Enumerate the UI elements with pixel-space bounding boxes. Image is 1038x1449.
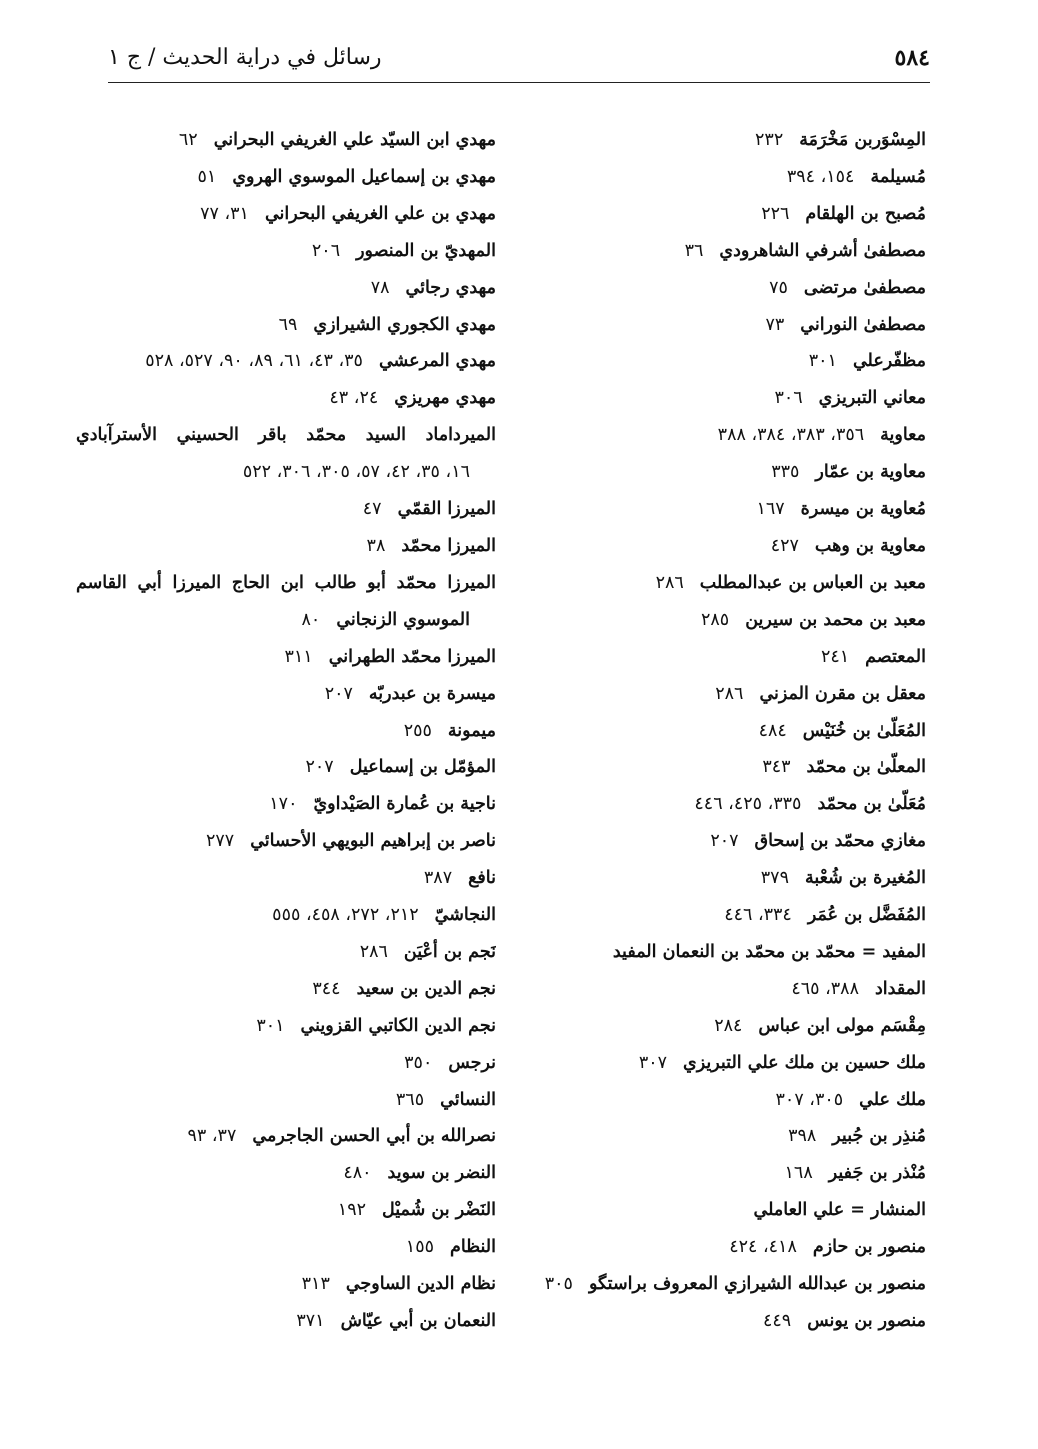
entry-pages: ٢٤، ٤٣ — [329, 388, 379, 409]
index-entry — [506, 565, 926, 602]
entry-name: الميرزا محمّد الطهراني — [328, 646, 496, 667]
index-entry — [506, 528, 926, 565]
entry-name: نافع — [468, 868, 496, 889]
index-entry — [506, 417, 926, 454]
entry-pages: ٢١٢، ٢٧٢، ٤٥٨، ٥٥٥ — [272, 905, 419, 926]
entry-name: مصطفىٰ النوراني — [800, 314, 926, 335]
index-entry — [76, 270, 496, 307]
entry-pages: ٤٨٤ — [758, 720, 787, 741]
index-entry — [506, 860, 926, 897]
entry-name: النظام — [450, 1237, 496, 1258]
entry-name: ناجية بن عُمارة الصَيْداويّ — [313, 794, 496, 815]
entry-pages: ١٦، ٣٥، ٤٢، ٥٧، ٣٠٥، ٣٠٦، ٥٢٢ — [242, 462, 470, 483]
entry-name: مُسيلمة — [870, 166, 926, 187]
page-number: ٥٨٤ — [894, 45, 930, 71]
entry-pages: ١٥٤، ٣٩٤ — [786, 166, 855, 187]
entry-name-continuation: الموسوي الزنجاني — [336, 609, 470, 630]
index-column-left — [76, 122, 496, 1340]
entry-name: المقداد — [874, 978, 926, 999]
index-entry — [506, 897, 926, 934]
index-entry — [506, 1045, 926, 1082]
entry-name: مهدي الكجوري الشيرازي — [313, 314, 496, 335]
index-entry — [506, 1229, 926, 1266]
index-entry — [76, 307, 496, 344]
index-entry — [76, 1192, 496, 1229]
index-entry — [76, 159, 496, 196]
entry-pages: ٢٤١ — [820, 646, 850, 667]
entry-name: منصور بن حازم — [812, 1237, 926, 1258]
index-entry — [76, 676, 496, 713]
index-entry — [506, 270, 926, 307]
entry-name: مُعاوية بن ميسرة — [800, 499, 926, 520]
entry-pages: ٢٨٦ — [715, 683, 744, 704]
entry-name: ناصر بن إبراهيم البويهي الأحسائي — [250, 831, 496, 852]
page-header — [108, 40, 930, 76]
entry-pages: ٧٨ — [370, 277, 390, 298]
index-entry — [76, 1045, 496, 1082]
index-entry — [76, 823, 496, 860]
entry-pages: ٣١١ — [284, 646, 313, 667]
entry-name: نجم الدين الكاتبي القزويني — [300, 1015, 496, 1036]
entry-pages: ٤٨٠ — [343, 1163, 372, 1184]
index-entry — [76, 1266, 496, 1303]
index-entry — [506, 1155, 926, 1192]
entry-pages: ٢٠٧ — [710, 831, 739, 852]
entry-pages: ٣٣٥، ٤٢٥، ٤٤٦ — [694, 794, 802, 815]
entry-name: الميرزا محمّد — [401, 535, 496, 556]
entry-pages: ٣٧، ٩٣ — [187, 1126, 237, 1147]
entry-name: ميسرة بن عبدربّه — [368, 683, 496, 704]
entry-name: ملك حسين بن ملك علي التبريزي — [683, 1052, 926, 1073]
entry-name: النضر بن سويد — [387, 1163, 496, 1184]
entry-name: النَضْر بن شُميْل — [382, 1200, 496, 1221]
entry-name: الميرزا محمّد أبو طالب ابن الحاج الميرزا أبي القاسم — [76, 572, 496, 593]
entry-pages: ٣٣٤، ٤٤٦ — [724, 905, 792, 926]
entry-pages: ٣٨٧ — [423, 868, 453, 889]
index-entry — [76, 122, 496, 159]
entry-name: مصطفىٰ مرتضى — [803, 277, 926, 298]
index-entry — [506, 1008, 926, 1045]
entry-pages: ٣٧٩ — [760, 868, 789, 889]
index-entry — [506, 749, 926, 786]
entry-pages: ٣٠٧ — [638, 1052, 668, 1073]
index-column-right — [506, 122, 926, 1340]
entry-pages: ٢٨٦ — [359, 941, 388, 962]
index-entry — [506, 1192, 926, 1229]
index-entry — [76, 749, 496, 786]
entry-pages: ١٦٧ — [756, 499, 785, 520]
entry-name: معبد بن محمد بن سيرين — [745, 609, 926, 630]
index-entry — [506, 307, 926, 344]
entry-name: معقل بن مقرن المزني — [759, 683, 926, 704]
entry-name: مغازي محمّد بن إسحاق — [754, 831, 926, 852]
entry-pages: ٣٠١ — [256, 1015, 285, 1036]
entry-name: الميرداماد السيد محمّد باقر الحسيني الأسترآبادي — [76, 425, 496, 446]
entry-name: معاوية بن وهب — [814, 535, 926, 556]
index-entry — [76, 233, 496, 270]
index-entry — [506, 639, 926, 676]
entry-pages: ٣٨ — [366, 535, 386, 556]
entry-pages: ١٧٠ — [269, 794, 298, 815]
entry-pages: ٣٥، ٤٣، ٦١، ٨٩، ٩٠، ٥٢٧، ٥٢٨ — [145, 351, 363, 372]
index-entry — [506, 823, 926, 860]
index-entry — [76, 934, 496, 971]
index-entry — [506, 934, 926, 971]
entry-name: المفيد = محمّد بن محمّد بن النعمان المفيد — [612, 941, 926, 962]
entry-name: مهدي بن علي الغريفي البحراني — [264, 203, 496, 224]
index-entry — [76, 1229, 496, 1266]
index-entry — [76, 380, 496, 417]
index-entry — [506, 602, 926, 639]
entry-name: المعلّىٰ بن محمّد — [806, 757, 926, 778]
entry-name: معاني التبريزي — [818, 388, 926, 409]
index-entry — [506, 159, 926, 196]
entry-pages: ٧٣ — [765, 314, 785, 335]
index-entry — [506, 491, 926, 528]
index-entry — [506, 454, 926, 491]
entry-name: نجم الدين بن سعيد — [356, 978, 496, 999]
index-entry — [506, 971, 926, 1008]
entry-name: المِسْوَربن مَخْرَمَة — [799, 130, 926, 150]
index-entry — [76, 971, 496, 1008]
entry-pages: ٣٠١ — [808, 351, 837, 372]
entry-pages: ٥١ — [197, 166, 217, 187]
entry-name: نصرالله بن أبي الحسن الجاجرمي — [252, 1126, 496, 1147]
index-entry — [506, 1266, 926, 1303]
index-entry — [76, 343, 496, 380]
entry-pages: ٣٠٦ — [774, 388, 803, 409]
index-entry — [76, 528, 496, 565]
entry-pages: ٣٣٥ — [771, 462, 800, 483]
entry-name: المؤمّل بن إسماعيل — [349, 757, 496, 778]
index-entry — [76, 1155, 496, 1192]
entry-name: مصطفىٰ أشرفي الشاهرودي — [719, 240, 926, 261]
entry-name: المُفَضَّل بن عُمَر — [807, 905, 926, 926]
entry-pages: ٣٤٤ — [312, 978, 341, 999]
entry-pages: ٢٥٥ — [403, 720, 432, 741]
entry-name: المنشار = علي العاملي — [753, 1200, 926, 1221]
entry-name: المهديّ بن المنصور — [356, 240, 496, 261]
index-entry — [76, 639, 496, 676]
index-entry — [506, 196, 926, 233]
header-divider — [108, 82, 930, 83]
entry-pages: ٢٠٧ — [324, 683, 353, 704]
entry-name: مِقْسَم مولى ابن عباس — [758, 1015, 926, 1036]
running-title: رسائل في دراية الحديث / ج ١ — [108, 45, 382, 70]
entry-name: المعتصم — [865, 646, 926, 667]
entry-name: مهدي المرعشي — [378, 351, 496, 372]
entry-pages: ١٥٥ — [405, 1237, 434, 1258]
entry-pages: ٤٧ — [362, 499, 382, 520]
entry-name: مُنْذر بن جَفير — [828, 1163, 926, 1184]
entry-pages: ٧٥ — [769, 277, 788, 298]
entry-pages: ٢٣٢ — [755, 130, 784, 150]
entry-name: منصور بن عبدالله الشيرازي المعروف براستگو — [588, 1274, 926, 1295]
index-entry — [506, 1303, 926, 1340]
entry-pages: ٢٨٥ — [700, 609, 730, 630]
entry-name: مظفّرعلي — [852, 351, 926, 372]
index-entry — [76, 897, 496, 934]
entry-name: ملك علي — [859, 1089, 926, 1110]
entry-pages: ٤١٨، ٤٢٤ — [729, 1237, 797, 1258]
index-entry — [506, 786, 926, 823]
entry-pages: ٢٠٧ — [305, 757, 334, 778]
index-entry — [76, 196, 496, 233]
entry-pages: ٣١٣ — [301, 1274, 330, 1295]
entry-name: المُغيرة بن شُعْبة — [804, 868, 926, 889]
index-entry — [76, 1082, 496, 1119]
entry-pages: ٢٠٦ — [311, 240, 341, 261]
entry-name: النعمان بن أبي عيّاش — [340, 1311, 496, 1331]
entry-pages: ٣٠٥، ٣٠٧ — [775, 1089, 844, 1110]
index-entry — [506, 343, 926, 380]
index-entry — [76, 713, 496, 750]
entry-name: معاوية بن عمّار — [815, 462, 926, 483]
index-entry — [76, 491, 496, 528]
index-entry — [76, 1118, 496, 1155]
index-entry — [506, 1082, 926, 1119]
index-entry — [76, 860, 496, 897]
index-entry — [506, 122, 926, 159]
entry-pages: ١٦٨ — [784, 1163, 813, 1184]
entry-pages: ٢٢٦ — [761, 203, 790, 224]
entry-pages: ٢٧٧ — [206, 831, 235, 852]
entry-name: نَجم بن أعْيَن — [403, 941, 496, 962]
entry-pages: ٢٨٦ — [655, 572, 684, 593]
entry-pages: ٣٦٥ — [395, 1089, 425, 1110]
entry-pages: ٣٤٣ — [762, 757, 791, 778]
entry-pages: ٢٨٤ — [714, 1015, 743, 1036]
index-entry — [506, 676, 926, 713]
entry-pages: ٣٧١ — [296, 1311, 325, 1331]
entry-pages: ٦٢ — [178, 130, 198, 150]
entry-name: النجاشيّ — [434, 905, 496, 926]
entry-pages: ٣٥٠ — [404, 1052, 433, 1073]
entry-name: مهدي مهريزي — [394, 388, 496, 409]
entry-name: معبد بن العباس بن عبدالمطلب — [699, 572, 926, 593]
index-entry — [76, 786, 496, 823]
entry-pages: ١٩٢ — [337, 1200, 366, 1221]
index-entry — [76, 565, 496, 639]
entry-name: مُصبح بن الهلقام — [805, 203, 926, 224]
entry-name: مُنذِر بن جُبير — [832, 1126, 926, 1147]
entry-pages: ٦٩ — [278, 314, 298, 335]
entry-name: نرجس — [448, 1052, 496, 1073]
entry-name: مهدي بن إسماعيل الموسوي الهروي — [232, 166, 496, 187]
entry-pages: ٤٢٧ — [770, 535, 799, 556]
entry-name: نظام الدين الساوجي — [345, 1274, 496, 1295]
entry-pages: ٣٨٨، ٤٦٥ — [791, 978, 859, 999]
entry-pages: ٣٩٨ — [788, 1126, 817, 1147]
index-entry — [506, 1118, 926, 1155]
index-entry — [506, 713, 926, 750]
entry-pages: ٣٥٦، ٣٨٣، ٣٨٤، ٣٨٨ — [717, 425, 865, 446]
index-entry — [506, 233, 926, 270]
entry-pages: ٤٤٩ — [763, 1311, 792, 1331]
entry-name: الميرزا القمّي — [397, 499, 496, 520]
entry-pages: ٣٦ — [684, 240, 704, 261]
entry-pages: ٣١، ٧٧ — [200, 203, 249, 224]
entry-name: المُعَلّىٰ بن خُنَيْس — [802, 720, 926, 741]
entry-name: النسائي — [440, 1089, 496, 1110]
entry-pages: ٨٠ — [301, 609, 321, 630]
entry-name: معاوية — [880, 425, 926, 446]
entry-name: ميمونة — [447, 720, 496, 741]
index-entry — [76, 1303, 496, 1340]
entry-name: منصور بن يونس — [807, 1311, 926, 1331]
index-entry — [76, 417, 496, 491]
entry-name: مهدي ابن السيّد علي الغريفي البحراني — [213, 130, 496, 150]
entry-name: مُعَلّىٰ بن محمّد — [817, 794, 926, 815]
entry-pages: ٣٠٥ — [544, 1274, 573, 1295]
entry-name: مهدي رجائي — [405, 277, 496, 298]
index-entry — [506, 380, 926, 417]
index-entry — [76, 1008, 496, 1045]
